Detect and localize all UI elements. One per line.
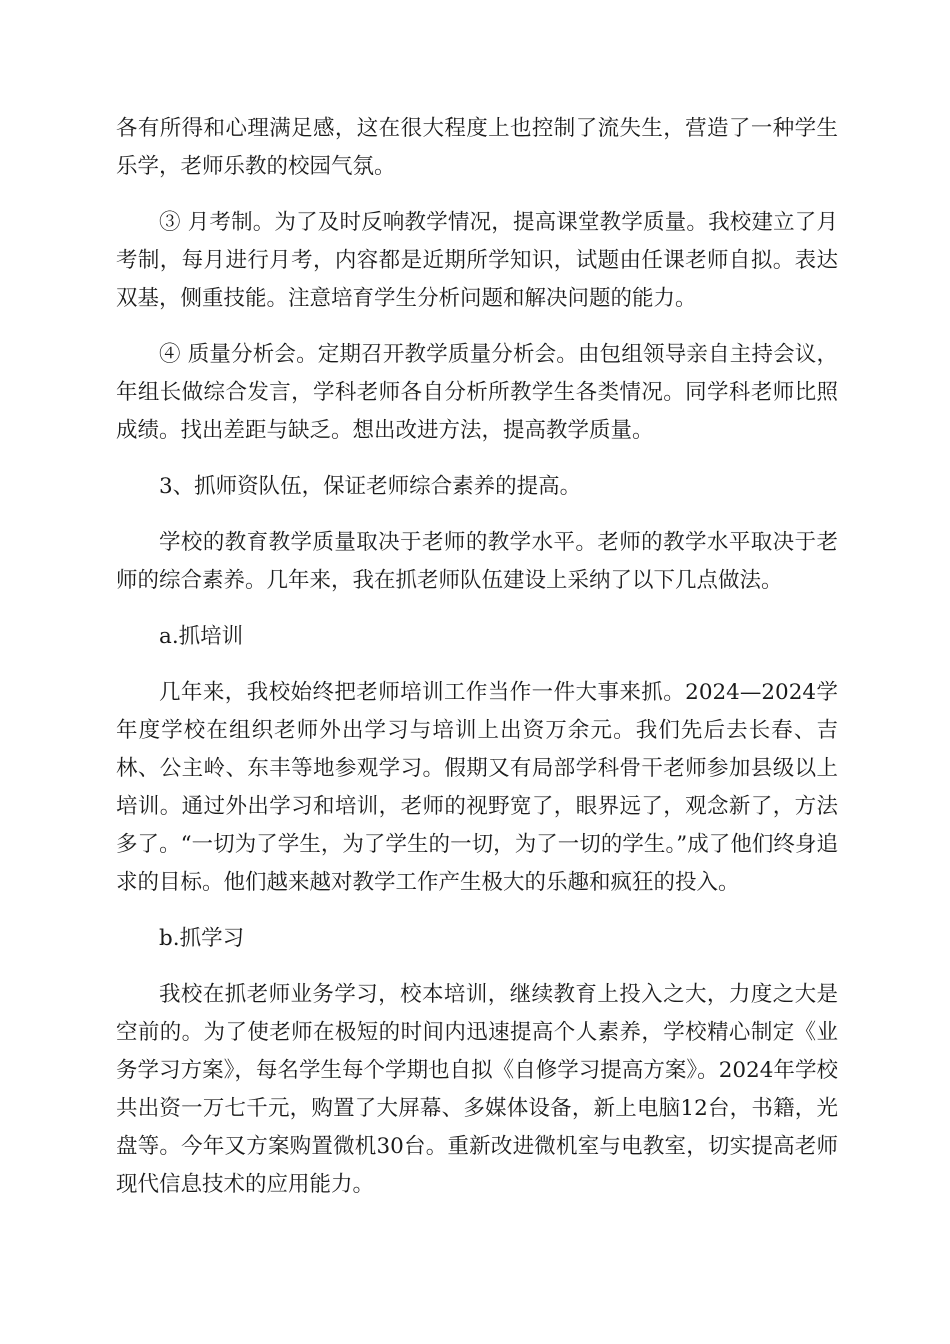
- paragraph-teacher-quality: 学校的教育教学质量取决于老师的教学水平。老师的教学水平取决于老师的综合素养。几年来，我在抓老师队伍建设上采纳了以下几点做法。: [116, 530, 838, 593]
- subheading-study: b.抓学习: [159, 926, 245, 951]
- document-body: [116, 110, 838, 1222]
- paragraph-continuation: 各有所得和心理满足感，这在很大程度上也控制了流失生，营造了一种学生乐学，老师乐教的校园气氛。: [116, 116, 838, 179]
- paragraph-training: 几年来，我校始终把老师培训工作当作一件大事来抓。2024—2024学年度学校在组织老师外出学习与培训上出资万余元。我们先后去长春、吉林、公主岭、东丰等地参观学习。假期又有局部学科骨干老师参加县级以上培训。通过外出学习和培训，老师的视野宽了，眼界远了，观念新了，方法多了。“一切为了学生，为了学生的一切，为了一切的学生。”成了他们终身追求的目标。他们越来越对教学工作产生极大的乐趣和疯狂的投入。: [116, 680, 838, 895]
- paragraph-quality-analysis: ④ 质量分析会。定期召开教学质量分析会。由包组领导亲自主持会议，年组长做综合发言，学科老师各自分析所教学生各类情况。同学科老师比照成绩。找出差距与缺乏。想出改进方法，提高教学质量。: [116, 342, 838, 443]
- section-heading-teacher-team: 3、抓师资队伍，保证老师综合素养的提高。: [159, 474, 582, 499]
- paragraph-study: 我校在抓老师业务学习，校本培训，继续教育上投入之大，力度之大是空前的。为了使老师在极短的时间内迅速提高个人素养，学校精心制定《业务学习方案》，每名学生每个学期也自拟《自修学习提高方案》。2024年学校共出资一万七千元，购置了大屏幕、多媒体设备，新上电脑12台，书籍，光盘等。今年又方案购置微机30台。重新改进微机室与电教室，切实提高老师现代信息技术的应用能力。: [116, 982, 838, 1197]
- subheading-training: a.抓培训: [159, 624, 244, 649]
- paragraph-monthly-exam: ③ 月考制。为了及时反响教学情况，提高课堂教学质量。我校建立了月考制，每月进行月考，内容都是近期所学知识，试题由任课老师自拟。表达双基，侧重技能。注意培育学生分析问题和解决问题的能力。: [116, 210, 838, 311]
